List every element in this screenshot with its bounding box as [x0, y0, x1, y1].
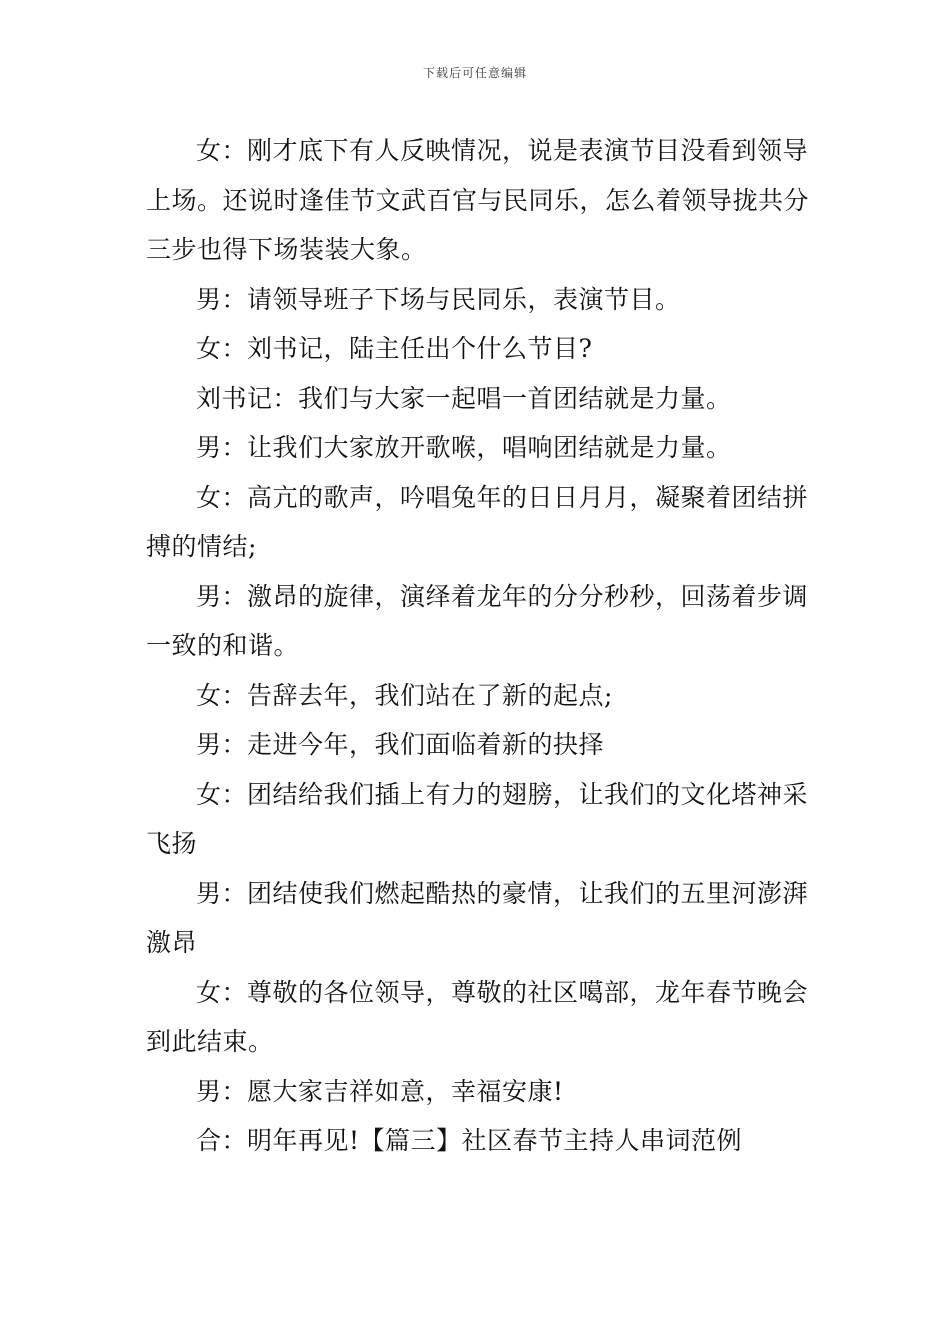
- page-header: 下载后可任意编辑: [422, 66, 527, 80]
- paragraph: 女：告辞去年，我们站在了新的起点;: [196, 680, 613, 710]
- paragraph: 女：团结给我们插上有力的翅膀，让我们的文化塔神采飞扬: [146, 779, 809, 858]
- paragraph: 男：愿大家吉祥如意，幸福安康!: [196, 1076, 564, 1106]
- paragraph: 女：高亢的歌声，吟唱兔年的日日月月，凝聚着团结拼搏的情结;: [146, 482, 809, 561]
- paragraph: 男：请领导班子下场与民同乐，表演节目。: [196, 284, 681, 314]
- paragraph: 女：刚才底下有人反映情况，说是表演节目没看到领导上场。还说时逢佳节文武百官与民同乐，怎么着领导拢共分三步也得下场装装大象。: [146, 136, 810, 264]
- paragraph: 合：明年再见!【篇三】社区春节主持人串词范例: [196, 1126, 743, 1155]
- paragraph: 男：激昂的旋律，演绎着龙年的分分秒秒，回荡着步调一致的和谐。: [146, 581, 809, 660]
- document-body: [146, 126, 810, 1166]
- paragraph: 男：团结使我们燃起酷热的豪情，让我们的五里河澎湃激昂: [146, 878, 809, 957]
- paragraph: 女：尊敬的各位领导，尊敬的社区噶部，龙年春节晚会到此结束。: [146, 977, 809, 1056]
- paragraph: 刘书记：我们与大家一起唱一首团结就是力量。: [196, 383, 732, 413]
- paragraph: 男：让我们大家放开歌喉，唱响团结就是力量。: [196, 433, 732, 462]
- paragraph: 男：走进今年，我们面临着新的抉择: [196, 730, 605, 759]
- paragraph: 女：刘书记，陆主任出个什么节目?: [196, 334, 593, 363]
